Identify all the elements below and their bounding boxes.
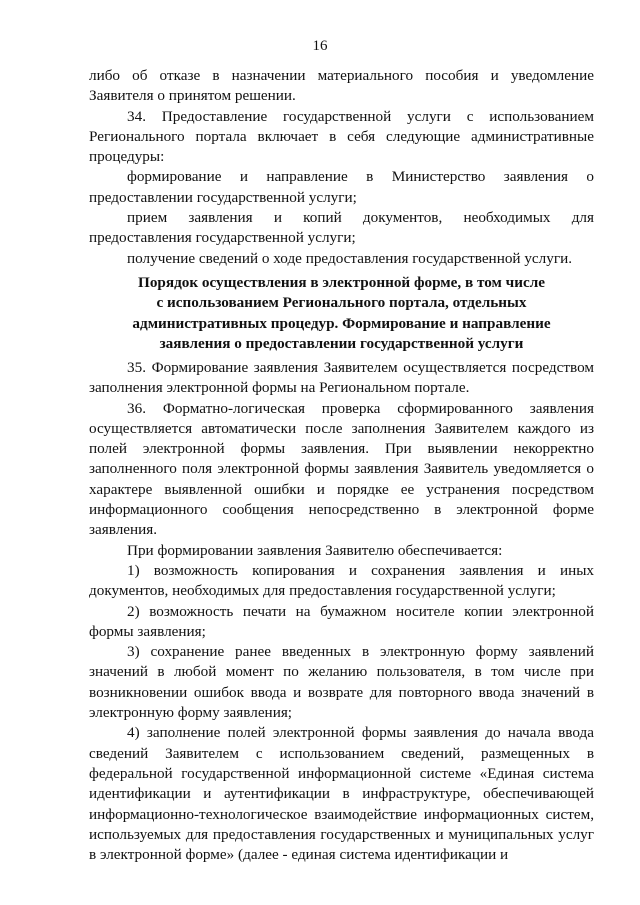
- heading-line: административных процедур. Формирование и направление: [132, 314, 551, 332]
- paragraph: формирование и направление в Министерство заявления о предоставлении государственной услуги;: [89, 168, 594, 206]
- page-number: 16: [312, 38, 328, 54]
- section-heading: [89, 273, 594, 354]
- list-item: 2) возможность печати на бумажном носителе копии электронной формы заявления;: [89, 602, 594, 640]
- list-item: 1) возможность копирования и сохранения заявления и иных документов, необходимых для предоставления государственной услуги;: [89, 561, 594, 600]
- heading-line: Порядок осуществления в электронной форме, в том числе: [138, 274, 545, 291]
- heading-line: с использованием Регионального портала, отдельных: [156, 294, 527, 312]
- section-before: [89, 66, 594, 269]
- paragraph: либо об отказе в назначении материального пособия и уведомление Заявителя о принятом решении.: [89, 67, 594, 105]
- paragraph: 35. Формирование заявления Заявителем осуществляется посредством заполнения электронной формы на Региональном портале.: [89, 359, 594, 397]
- section-after: [89, 358, 594, 865]
- list-item: 3) сохранение ранее введенных в электронную форму заявлений значений в любой момент по желанию пользователя, в том числе при возникновении ошибок ввода и возврате для повторного ввода значений в электронную форму заявления;: [89, 643, 594, 722]
- paragraph: получение сведений о ходе предоставления государственной услуги.: [127, 249, 572, 267]
- paragraph: прием заявления и копий документов, необходимых для предоставления государственной услуги;: [89, 209, 594, 247]
- list-item: 4) заполнение полей электронной формы заявления до начала ввода сведений Заявителем с использованием сведений, размещенных в федеральной государственной информационной системе «Единая система идентификации и аутентификации в инфраструктуре, обеспечивающей информационно-технологическое взаимодействие информационных систем, используемых для предоставления государственных и муниципальных услуг в электронной форме» (далее - единая система идентификации и: [89, 724, 594, 864]
- paragraph: При формировании заявления Заявителю обеспечивается:: [127, 541, 503, 559]
- paragraph: 34. Предоставление государственной услуги с использованием Регионального портала включает в себя следующие административные процедуры:: [89, 107, 594, 166]
- paragraph: 36. Форматно-логическая проверка сформированного заявления осуществляется автоматически после заполнения Заявителем каждого из полей электронной формы заявления. При выявлении некорректно заполненного поля электронной формы заявления Заявитель уведомляется о характере выявленной ошибки и порядке ее устранения посредством информационного сообщения непосредственно в электронной форме заявления.: [89, 399, 594, 539]
- heading-line: заявления о предоставлении государственной услуги: [159, 334, 524, 352]
